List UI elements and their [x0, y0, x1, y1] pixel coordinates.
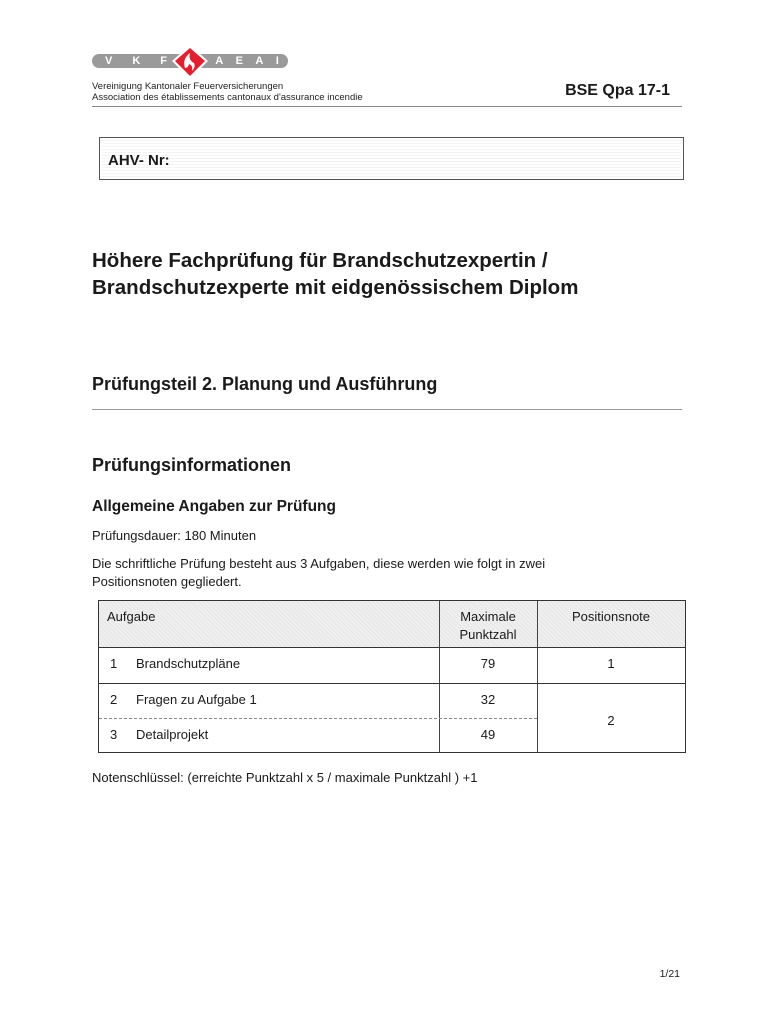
- row-2-number: 2: [110, 692, 118, 707]
- row-3-task: Detailprojekt: [136, 727, 209, 742]
- flame-emblem-icon: [168, 44, 212, 80]
- row-rule: [99, 683, 685, 684]
- row-1-position-note: 1: [607, 656, 615, 671]
- header-position-note: Positionsnote: [571, 609, 651, 624]
- row-1-points: 79: [480, 656, 496, 671]
- header-max-points: [439, 608, 537, 644]
- logo-letters-vkf: V K F: [104, 55, 169, 67]
- header-task: Aufgabe: [107, 609, 156, 624]
- ahv-number-field[interactable]: [99, 137, 684, 180]
- header-rule: [99, 647, 685, 648]
- exam-title-line-1: Höhere Fachprüfung für Brandschutzexpertin /: [92, 249, 548, 272]
- header-divider: [92, 106, 682, 107]
- row-1-number: 1: [110, 656, 118, 671]
- exam-description: [92, 555, 652, 591]
- page-number: 1/21: [659, 968, 680, 980]
- row-2-task: Fragen zu Aufgabe 1: [136, 692, 257, 707]
- section-divider: [92, 409, 682, 410]
- header-max-points-line-1: Maximale: [460, 609, 516, 624]
- general-info-heading: Allgemeine Angaben zur Prüfung: [92, 498, 336, 515]
- exam-title: [92, 247, 692, 301]
- row-2-points: 32: [480, 692, 496, 707]
- vkf-logo: [92, 44, 292, 80]
- logo-letters-aeai: A E A I: [215, 55, 281, 67]
- grading-key: Notenschlüssel: (erreichte Punktzahl x 5 / maximale Punktzahl ) +1: [92, 770, 478, 785]
- exam-description-line-2: Positionsnoten gegliedert.: [92, 574, 242, 589]
- section-title: Prüfungsteil 2. Planung und Ausführung: [92, 374, 438, 394]
- exam-description-line-1: Die schriftliche Prüfung besteht aus 3 Aufgaben, diese werden wie folgt in zwei: [92, 556, 546, 571]
- org-name-fr: Association des établissements cantonaux d'assurance incendie: [92, 92, 363, 103]
- ahv-label: AHV- Nr:: [108, 152, 170, 169]
- exam-duration: Prüfungsdauer: 180 Minuten: [92, 528, 257, 543]
- organisation-name: [92, 81, 363, 103]
- exam-title-line-2: Brandschutzexperte mit eidgenössischem Diplom: [92, 276, 579, 299]
- row-1-task: Brandschutzpläne: [136, 656, 241, 671]
- header-max-points-line-2: Punktzahl: [459, 627, 517, 642]
- rows-2-3-position-note: 2: [607, 713, 615, 728]
- row-3-number: 3: [110, 727, 118, 742]
- task-table: [98, 600, 686, 753]
- info-heading: Prüfungsinformationen: [92, 455, 291, 475]
- row-dashed-rule: [99, 718, 537, 719]
- document-code: BSE Qpa 17-1: [565, 82, 670, 99]
- org-name-de: Vereinigung Kantonaler Feuerversicherungen: [92, 81, 284, 92]
- row-3-points: 49: [480, 727, 496, 742]
